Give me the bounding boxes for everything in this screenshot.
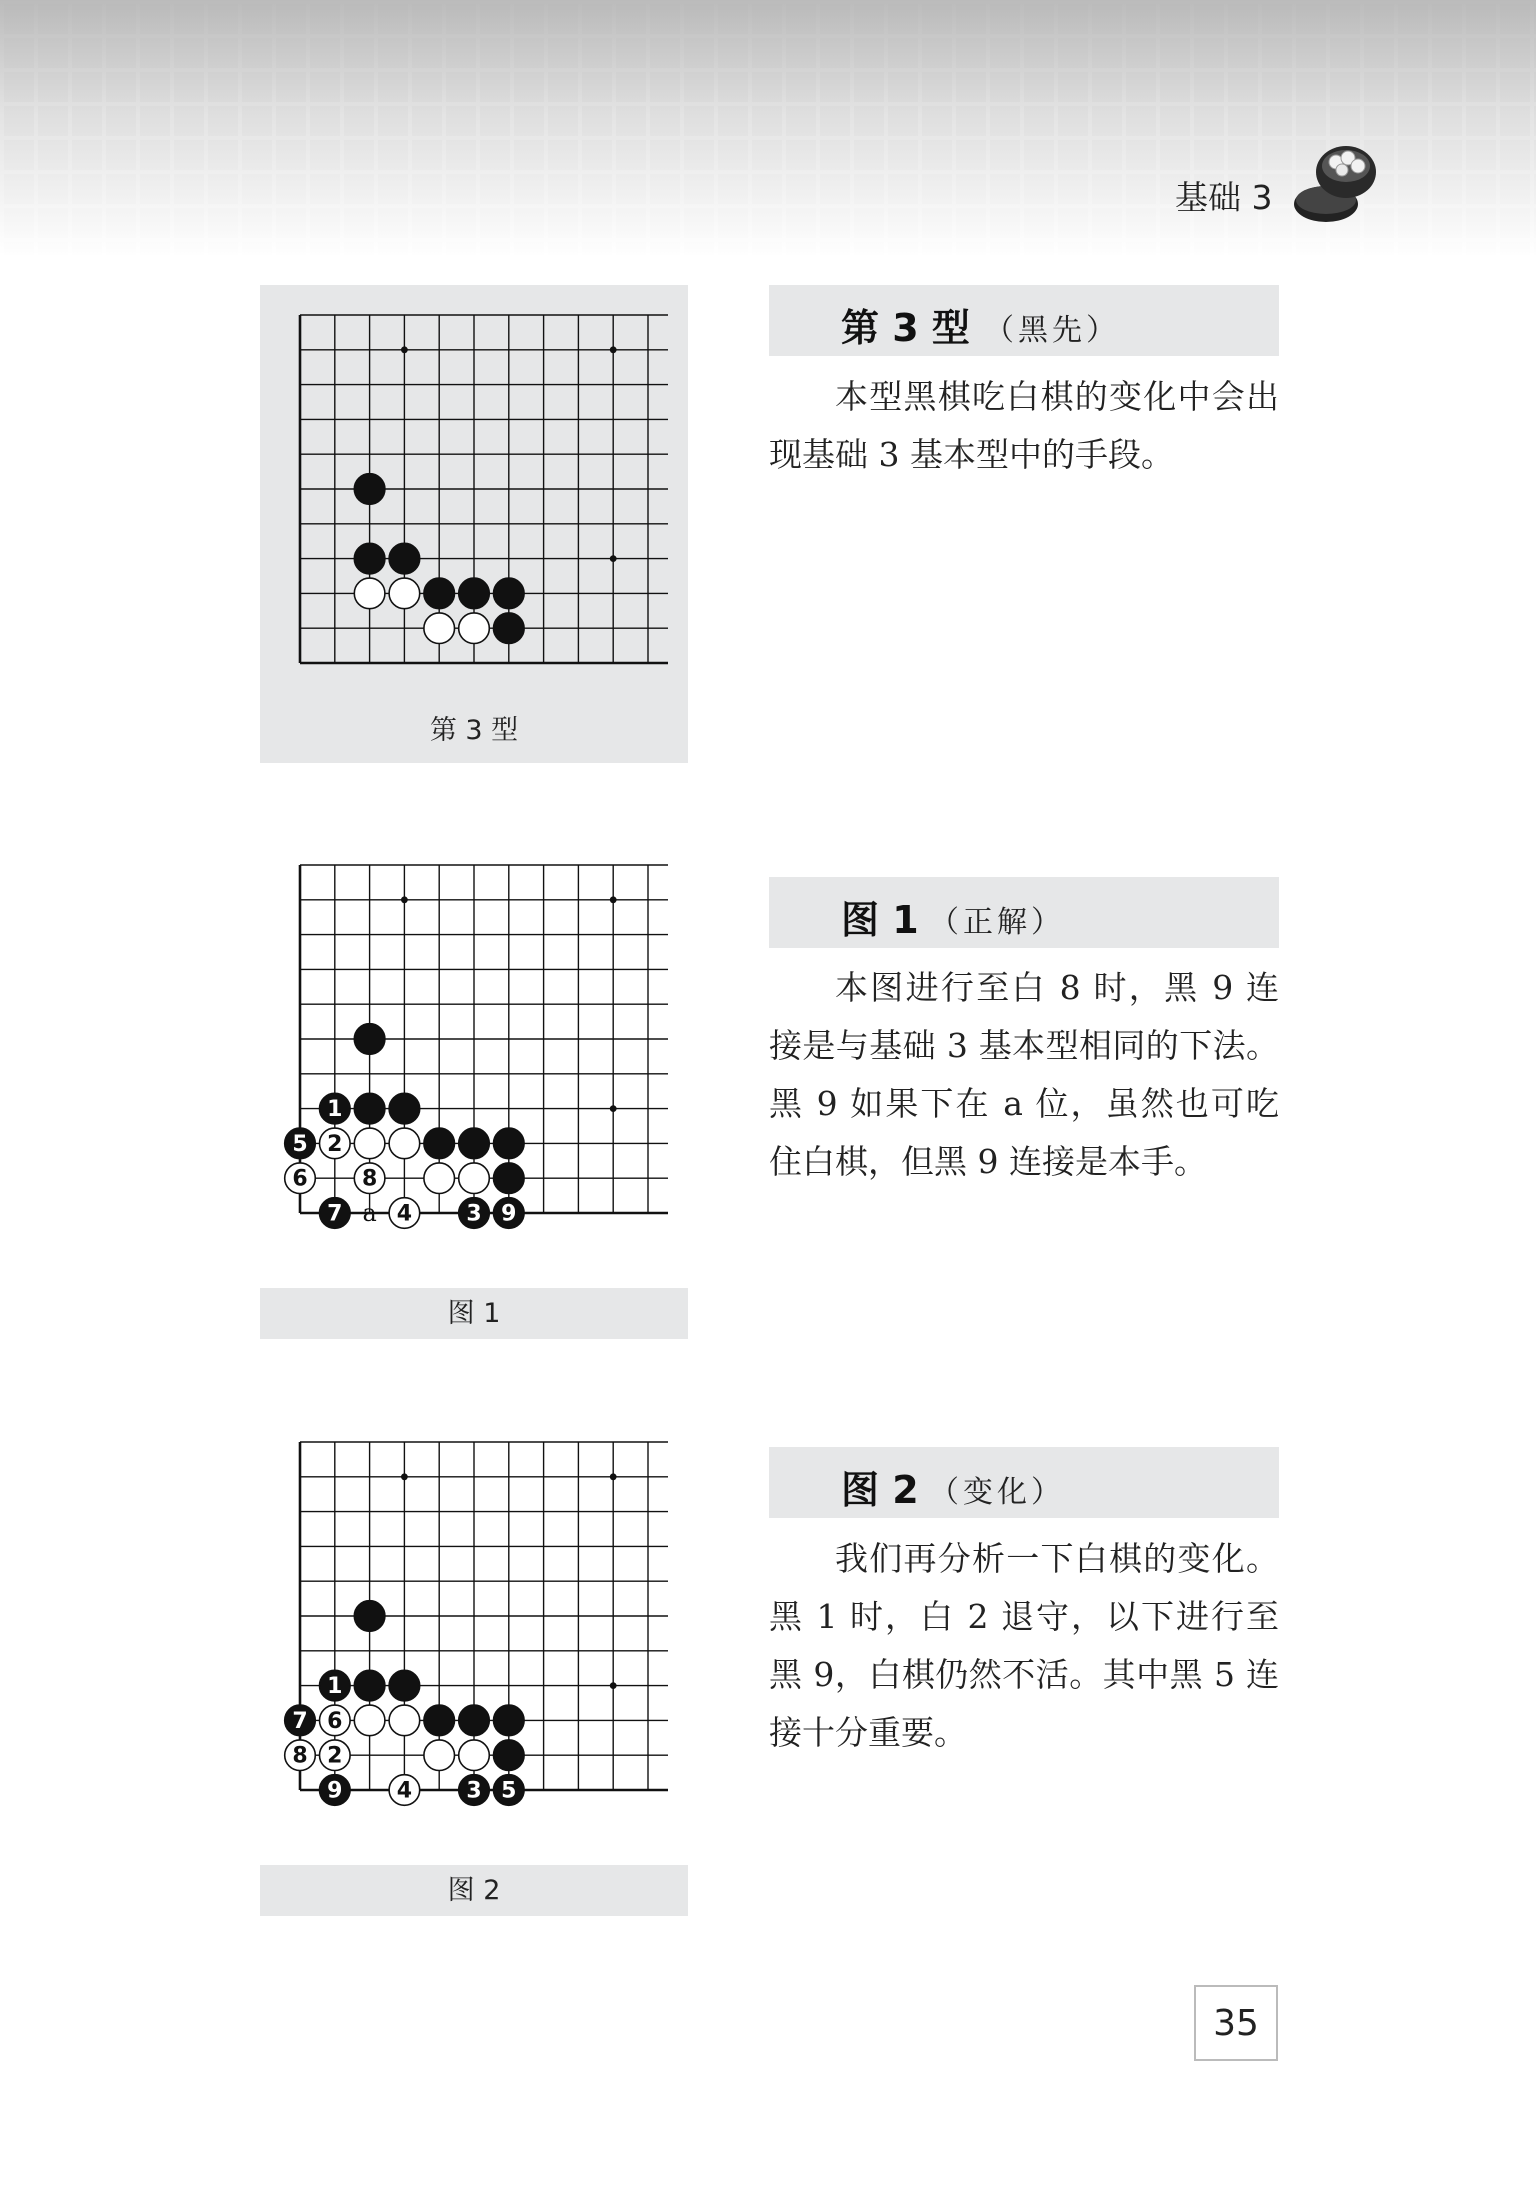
move-number: 3 bbox=[466, 1201, 482, 1227]
white-stone bbox=[389, 1705, 420, 1736]
section-paragraph: 本型黑棋吃白棋的变化中会出现基础 3 基本型中的手段。 bbox=[769, 377, 1279, 474]
white-stone bbox=[459, 613, 490, 644]
section-title: 第 3 型 bbox=[841, 306, 970, 350]
move-number: 7 bbox=[292, 1708, 308, 1734]
chapter-title: 基础 3 bbox=[1175, 178, 1273, 217]
move-number: 8 bbox=[361, 1166, 378, 1192]
section-body bbox=[769, 368, 1279, 484]
black-stone bbox=[354, 474, 385, 505]
star-point bbox=[401, 896, 408, 903]
star-point bbox=[610, 1682, 617, 1689]
section-body bbox=[769, 959, 1279, 1191]
white-stone bbox=[459, 1163, 490, 1194]
move-number: 3 bbox=[466, 1778, 482, 1804]
board-caption: 第 3 型 bbox=[429, 715, 519, 746]
move-number: 5 bbox=[292, 1131, 308, 1157]
move-number: 2 bbox=[327, 1131, 343, 1157]
black-stone bbox=[354, 1670, 385, 1701]
move-number: 6 bbox=[327, 1708, 343, 1734]
move-number: 2 bbox=[327, 1743, 343, 1769]
move-number: 4 bbox=[396, 1201, 413, 1227]
black-stone bbox=[494, 613, 525, 644]
move-number: 1 bbox=[327, 1097, 343, 1123]
section-subtitle: （正解） bbox=[929, 905, 1065, 940]
black-stone bbox=[494, 578, 525, 609]
black-stone bbox=[389, 1093, 420, 1124]
black-stone bbox=[354, 1093, 385, 1124]
section-title-bar bbox=[769, 285, 1279, 356]
page-number: 35 bbox=[1194, 1985, 1278, 2061]
black-stone bbox=[494, 1163, 525, 1194]
section-body bbox=[769, 1530, 1279, 1762]
move-number: 5 bbox=[501, 1778, 517, 1804]
white-stone bbox=[354, 1705, 385, 1736]
white-stone bbox=[354, 578, 385, 609]
section-title: 图 1 bbox=[841, 898, 919, 942]
point-label: a bbox=[362, 1199, 377, 1227]
white-stone bbox=[354, 1128, 385, 1159]
move-number: 9 bbox=[501, 1201, 517, 1227]
section-title-bar bbox=[769, 1447, 1279, 1518]
black-stone bbox=[389, 1670, 420, 1701]
figure-caption: 图 2 bbox=[260, 1865, 688, 1916]
black-stone bbox=[424, 1128, 455, 1159]
move-number: 4 bbox=[396, 1778, 413, 1804]
black-stone bbox=[424, 1705, 455, 1736]
section-title-bar bbox=[769, 877, 1279, 948]
star-point bbox=[401, 1473, 408, 1480]
white-stone bbox=[389, 1128, 420, 1159]
star-point bbox=[610, 896, 617, 903]
white-stone bbox=[389, 578, 420, 609]
black-stone bbox=[354, 1024, 385, 1055]
star-point bbox=[401, 346, 408, 353]
star-point bbox=[610, 1473, 617, 1480]
black-stone bbox=[354, 543, 385, 574]
white-stone bbox=[424, 1163, 455, 1194]
section-subtitle: （变化） bbox=[929, 1475, 1065, 1510]
section-title: 图 2 bbox=[841, 1468, 919, 1512]
go-board-diagram bbox=[270, 855, 670, 1255]
white-stone bbox=[424, 613, 455, 644]
go-stone-bowl-icon bbox=[1290, 138, 1382, 230]
move-number: 7 bbox=[327, 1201, 343, 1227]
move-number: 9 bbox=[327, 1778, 343, 1804]
move-number: 8 bbox=[292, 1743, 308, 1769]
go-board-diagram bbox=[290, 305, 670, 685]
black-stone bbox=[494, 1740, 525, 1771]
section-subtitle: （黑先） bbox=[984, 313, 1120, 348]
figure-caption: 图 1 bbox=[260, 1288, 688, 1339]
go-board-diagram bbox=[270, 1432, 670, 1832]
black-stone bbox=[494, 1705, 525, 1736]
black-stone bbox=[459, 578, 490, 609]
black-stone bbox=[459, 1128, 490, 1159]
move-number: 6 bbox=[292, 1166, 308, 1192]
star-point bbox=[610, 1105, 617, 1112]
star-point bbox=[610, 555, 617, 562]
black-stone bbox=[494, 1128, 525, 1159]
white-stone bbox=[459, 1740, 490, 1771]
section-paragraph: 我们再分析一下白棋的变化。黑 1 时，白 2 退守，以下进行至黑 9，白棋仍然不活。其中黑 5 连接十分重要。 bbox=[769, 1539, 1279, 1752]
star-point bbox=[610, 346, 617, 353]
black-stone bbox=[389, 543, 420, 574]
white-stone bbox=[424, 1740, 455, 1771]
move-number: 1 bbox=[327, 1674, 343, 1700]
black-stone bbox=[459, 1705, 490, 1736]
section-paragraph: 本图进行至白 8 时，黑 9 连接是与基础 3 基本型相同的下法。黑 9 如果下在 a 位，虽然也可吃住白棋，但黑 9 连接是本手。 bbox=[769, 968, 1279, 1181]
black-stone bbox=[424, 578, 455, 609]
black-stone bbox=[354, 1601, 385, 1632]
